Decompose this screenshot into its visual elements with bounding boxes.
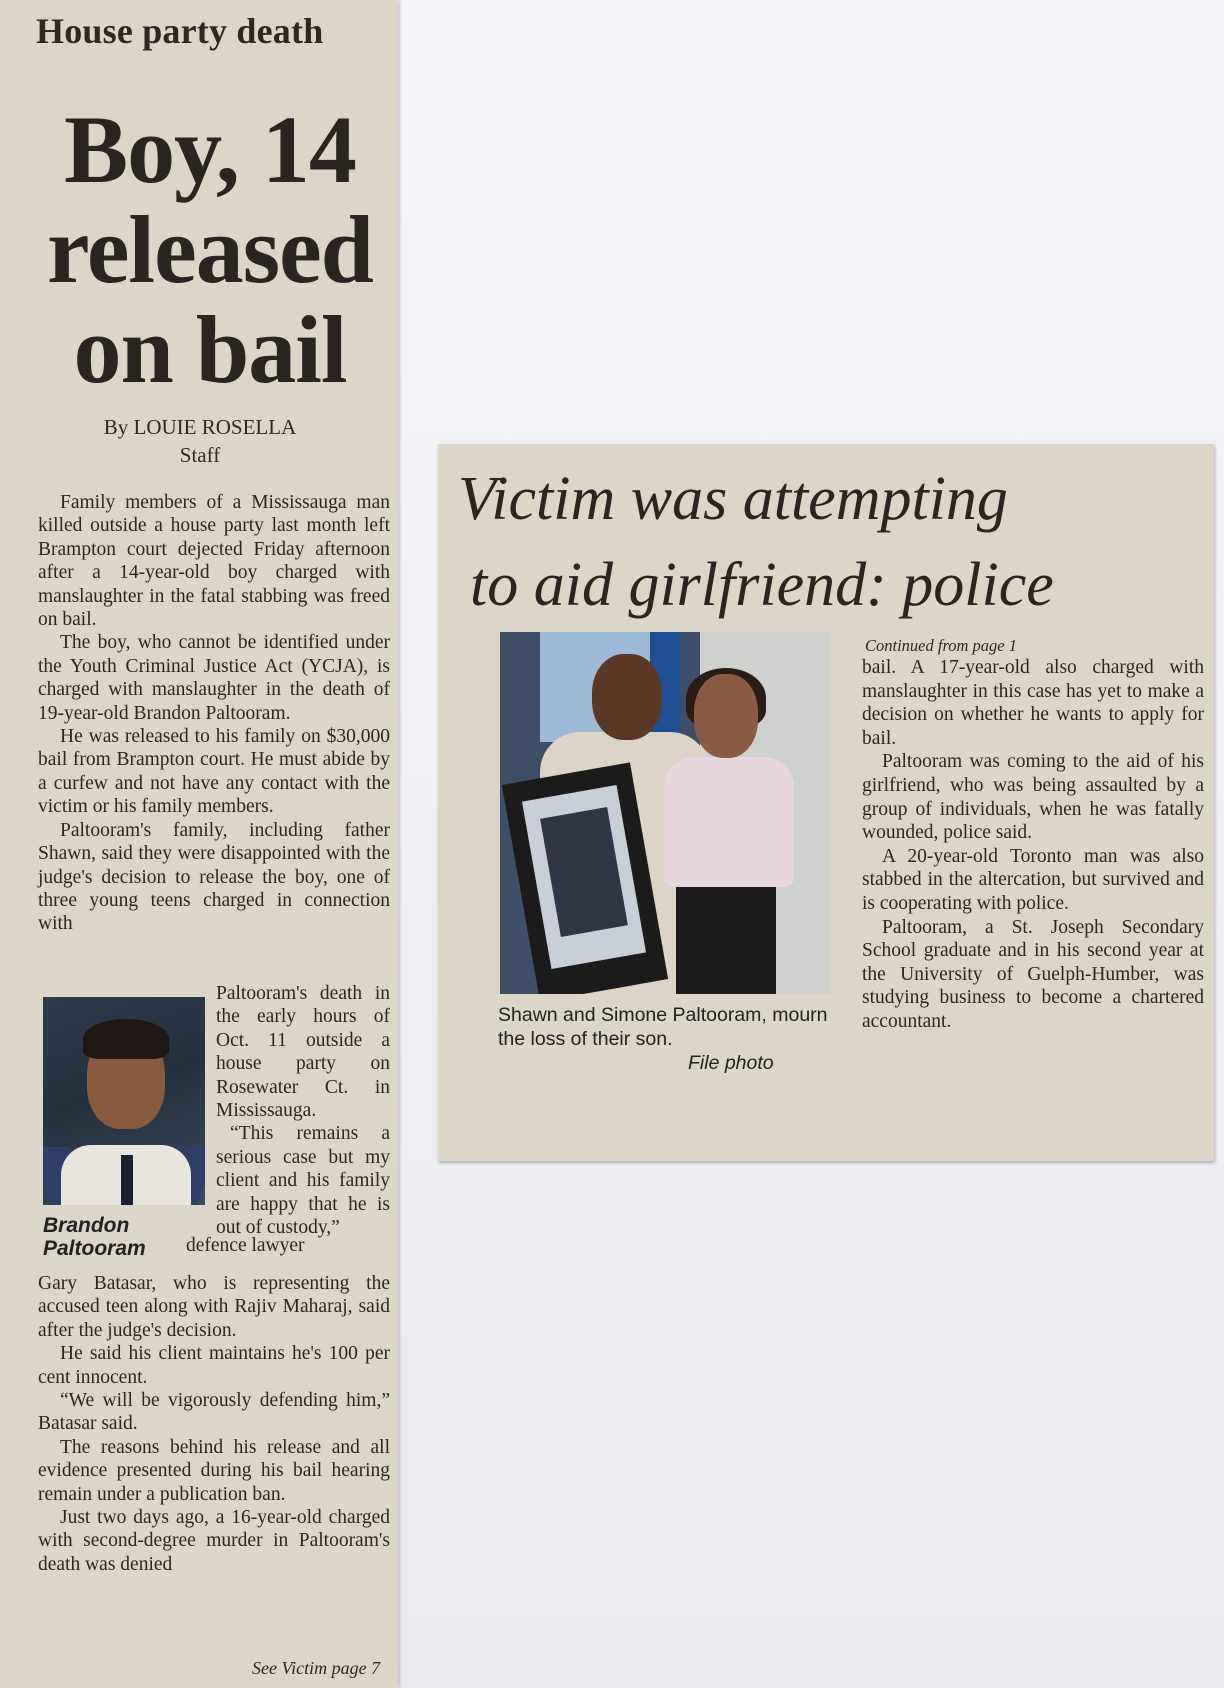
father-head xyxy=(592,654,662,740)
headline-line-2: to aid girlfriend: police xyxy=(470,551,1054,619)
byline xyxy=(60,413,340,469)
photo-caption: Shawn and Simone Paltooram, mourn the loss of their son. xyxy=(498,1004,828,1050)
article-headline: Boy, 14 released on bail xyxy=(46,96,374,403)
paragraph: Paltooram was coming to the aid of his girlfriend, who was being assaulted by a group of individuals, when he was fatally wounded, police said. xyxy=(862,751,1204,844)
paragraph: Gary Batasar, who is representing the accused teen along with Rajiv Maharaj, said after the judge's decision. xyxy=(38,1273,390,1341)
byline-role: Staff xyxy=(179,443,221,467)
paragraph: bail. A 17-year-old also charged with manslaughter in this case has yet to make a decision on whether he wants to apply for bail. xyxy=(862,657,1204,749)
photo-credit: File photo xyxy=(688,1052,774,1074)
paragraph: He was released to his family on $30,000 bail from Brampton court. He must abide by a curfew and not have any contact with the victim or his family members. xyxy=(38,726,390,818)
article-body-top xyxy=(38,491,390,936)
paragraph: He said his client maintains he's 100 per cent innocent. xyxy=(38,1343,390,1388)
continued-from-line: Continued from page 1 xyxy=(865,636,1018,655)
photo-wrap-block xyxy=(38,982,390,1272)
portrait-caption: Brandon Paltooram xyxy=(43,1214,146,1260)
article-kicker: House party death xyxy=(36,11,324,51)
jump-line: See Victim page 7 xyxy=(252,1658,381,1678)
wrapped-text xyxy=(216,982,390,1239)
continuation-headline xyxy=(458,456,1208,628)
paragraph: A 20-year-old Toronto man was also stabbed in the altercation, but survived and is cooperating with police. xyxy=(862,845,1204,914)
mother-pants xyxy=(676,887,776,994)
byline-author: By LOUIE ROSELLA xyxy=(103,415,297,439)
paragraph: Paltooram's family, including father Shawn, said they were disappointed with the judge's decision to release the boy, one of three young teens charged in connection with xyxy=(38,819,390,935)
right-article-clipping xyxy=(438,444,1214,1161)
continuation-body xyxy=(862,636,1204,1034)
wrapped-tail: defence lawyer xyxy=(186,1235,305,1256)
wrapped-paragraph: Paltooram's death in the early hours of Oct. 11 outside a house party on Rosewater Ct. in Mississauga. xyxy=(216,983,390,1122)
victim-portrait-photo xyxy=(43,997,205,1205)
family-photo xyxy=(500,632,830,994)
hair xyxy=(83,1019,169,1059)
quote-paragraph: “This remains a serious case but my client and his family are happy that he is out of custody,” xyxy=(216,1123,390,1239)
paragraph: The boy, who cannot be identified under the Youth Criminal Justice Act (YCJA), is charged with manslaughter in the death of 19-year-old Brandon Paltooram. xyxy=(38,632,390,724)
paragraph: The reasons behind his release and all evidence presented during his bail hearing remain under a publication ban. xyxy=(38,1436,390,1505)
paragraph: Just two days ago, a 16-year-old charged with second-degree murder in Paltooram's death was denied xyxy=(38,1507,390,1575)
tie xyxy=(121,1155,133,1205)
mother-head xyxy=(694,674,758,758)
left-article-clipping xyxy=(0,0,398,1688)
headline-line-1: Victim was attempting xyxy=(458,465,1008,533)
paragraph: Paltooram, a St. Joseph Secondary School graduate and in his second year at the University of Guelph-Humber, was studying business to become a chartered accountant. xyxy=(862,916,1204,1032)
paragraph: “We will be vigorously defending him,” Batasar said. xyxy=(38,1390,390,1435)
paragraph: Family members of a Mississauga man killed outside a house party last month left Brampton court dejected Friday afternoon after a 14-year-old boy charged with manslaughter in the fatal stabbing was freed on bail. xyxy=(38,492,390,631)
article-body-bottom xyxy=(38,1272,390,1576)
mother-figure xyxy=(664,757,794,887)
